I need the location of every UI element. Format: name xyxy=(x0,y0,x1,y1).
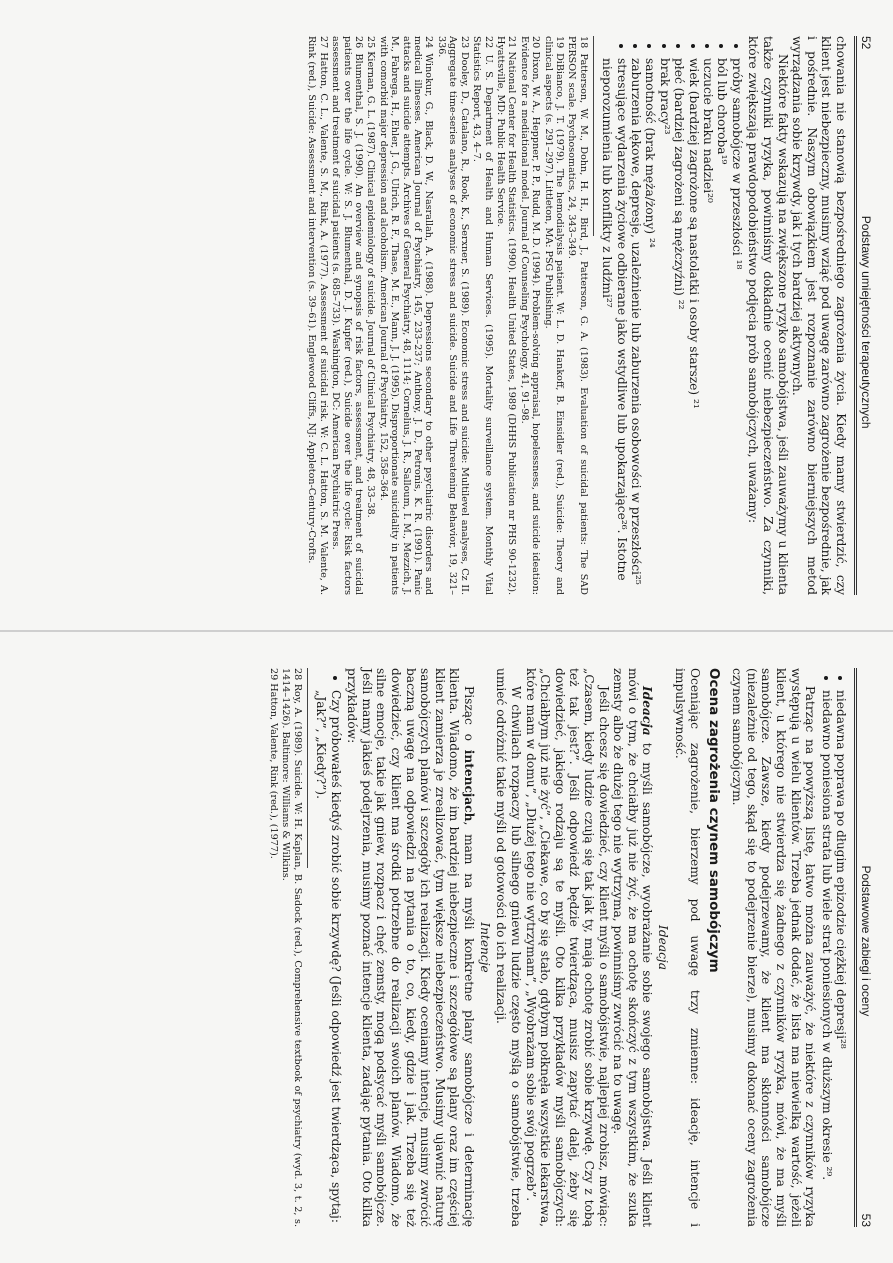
list-item: • Czy próbowałeś kiedyś zrobić sobie krzywdę? (Jeśli odpowiedź jest twierdząca, spytaj: „Jak?”, „Kiedy?”). xyxy=(314,690,343,1227)
body-paragraph: Niektóre fakty wskazują na zwiększone ryzyko samobójstwa, jeśli zauważymy u klienta także czynniki ryzyka, powinniśmy dokładnie ocenić niebezpieczeństwo. Za czynniki, które zwiększają prawdopodobieństwo podjęcia prób samobójczych, uważamy: xyxy=(746,36,790,595)
footnote: 25 Kiernan, G. L. (1987). Clinical epidemiology of suicide. Journal of Clinical Psychiatry, 48, 33–38. xyxy=(365,36,377,518)
list-item: • brak pracy²³ xyxy=(657,58,671,595)
risk-factor-list xyxy=(600,36,744,595)
footnote-divider xyxy=(593,36,594,236)
body-paragraph: Patrząc na powyższą listę, łatwo można zauważyć, że niektóre z czynników ryzyka występują u wielu klientów. Trzeba jednak dodać, że lista ma niewielką wartość, jeżeli klient, u którego nie stwierdza się żadnego z czynników ryzyka, mówi, że ma myśli samobójcze. Zawsze, kiedy podejrzewamy, że klient ma skłonności samobójcze (niezależnie od tego, skąd się to podejrzenie bierze), musimy dokonać oceny zagrożenia czynem samobójczym. xyxy=(730,668,818,1227)
right-page xyxy=(0,632,893,1263)
list-item: • samotność (brak męża/żony) ²⁴ xyxy=(643,58,657,595)
page-header xyxy=(854,36,873,595)
body-paragraph: Oceniając zagrożenie, bierzemy pod uwagę trzy zmienne: ideację, intencje i impulsywność. xyxy=(673,668,702,1227)
risk-factor-list xyxy=(819,668,848,1227)
list-item: • zaburzenia lękowe, depresje, uzależnienie lub zaburzenia osobowości w przeszłości²⁵ xyxy=(629,58,643,595)
term-definition: to myśli samobójcze, wyobrażanie sobie swojego samobójstwa. Jeśli klient mówi o tym, że chciałby już nie żyć, że ma ochotę skończyć z tym wszystkim, że szuka zemsty albo że dłużej tego nie wytrzyma, powinniśmy zwrócić na to uwagę. xyxy=(611,668,655,1227)
list-item: • ból lub choroba¹⁹ xyxy=(715,58,729,595)
list-item: • niedawna poprawa po długim epizodzie ciężkiej depresji²⁸ xyxy=(834,690,848,1227)
footnotes xyxy=(268,668,303,1227)
footnote: 19 DiBianco, J. T. (1979). The hemodialysis patient. W: L. D. Hankoff, B. Einsidler (red.), Suicide: Theory and clinical aspects (s. 291–297). Littleton, MA: PSG Publishing. xyxy=(542,36,565,595)
subheading: Intencje xyxy=(477,922,492,973)
footnote: 22 U. S. Department of Health and Human Services. (1995). Mortality surveillance system. Monthly Vital Statistics Report, 43, 4–7. xyxy=(471,36,494,595)
left-page xyxy=(0,0,893,631)
running-title: Podstawowe zabiegi i oceny xyxy=(859,865,873,1017)
footnote: 20 Dixon, W. A., Heppner, P. P., Rudd, M. D. (1994). Problem-solving appraisal, hopelessness, and suicide ideation: Evidence for a mediational model. Journal of Counseling Psychology, 41, 91–98. xyxy=(518,36,542,595)
footnote: 27 Hatton, C. L., Valente, S. M., Rink, A. (1977). Assessment of suicidal risk. W: C. L. Hatton, S. M. Valente, A. Rink (red.), Suicide: Assessment and intervention (s. 39–61). Englewood Cliffs, NJ: Appleton-Century-Crofts. xyxy=(306,36,329,595)
footnote: 18 Patterson, W. M., Dohn, H. H., Bird, J., Patterson, G. A. (1983). Evaluation of suicidal patients: The SAD PERSON scale. Psychosomatics, 24, 343–349. xyxy=(566,36,589,595)
body-paragraph xyxy=(611,668,655,1227)
page-number: 52 xyxy=(859,36,873,50)
footnote: 26 Blumenthal, S. J. (1990). An overview and synopsis of risk factors, assessment, and treatment of suicidal patients over the life cycle. W: S. J. Blumenthal, D. J. Kupfer (red.), Suicide over the life cycle: Risk factors assessment and treatment of suicidal patients (s. 685–733). Washington, DC: American Psychiatric Press. xyxy=(330,36,365,595)
subheading: Ideacja xyxy=(656,925,671,970)
text-fragment: Pisząc o xyxy=(461,686,476,750)
text-fragment: , mam na myśli konkretne plany samobójcze i determinację klienta. Wiadomo, że im bardziej niebezpieczne i szczegółowe są plany oraz im częściej klient zamierza je zrealizować, tym większe niebezpieczeństwo. Musimy ujawnić naturę samobójczych planów i szczegóły ich realizacji. Kiedy oceniamy intencje, musimy zwrócić baczną uwagę na odpowiedzi na pytania o to, co, kiedy, gdzie i jak. Trzeba się też dowiedzieć, czy klient ma środki potrzebne do realizacji swoich planów. Wiadomo, że silne emocje, takie jak gniew, rozpacz i chęć zemsty, mogą podsycać myśli samobójcze. Jeśli mamy jakieś podejrzenia, musimy poznać intencje klienta, zadając pytania. Oto kilka przykładów: xyxy=(345,668,476,1227)
running-title: Podstawy umiejętności terapeutycznych xyxy=(859,215,873,429)
list-item: • stresujące wydarzenia życiowe odbierane jako wstydliwe lub upokarzające²⁶. Istotne nieporozumienia lub konflikty z ludźmi²⁷ xyxy=(600,58,629,595)
body-paragraph: chowania nie stanowią bezpośredniego zagrożenia życia. Kiedy mamy stwierdzić, czy klient jest niebezpieczny, musimy wziąć pod uwagę zarówno zagrożenie bezpośrednie, jak i pośrednie. Naszym obowiązkiem jest rozpoznanie zarówno bierniejszych metod wyrządzania sobie krzywdy, jak i tych bardziej aktywnych. xyxy=(790,36,848,595)
list-item: • próby samobójcze w przeszłości ¹⁸ xyxy=(729,58,743,595)
footnote: 21 National Center for Health Statistics. (1990). Health United States, 1989 (DHHS Publication nr PHS 90-1232). Hyattsville, MD: Public Health Service. xyxy=(494,36,518,595)
term: intencjach xyxy=(461,749,476,822)
footnote: 28 Roy, A. (1989). Suicide. W: H. Kaplan, B. Sadock (red.), Comprehensive textbook of psychiatry (wyd. 3, t. 2, s. 1414–1426). Baltimore: Williams & Wilkins. xyxy=(280,668,303,1227)
body-paragraph: W chwilach rozpaczy lub silnego gniewu ludzie często myślą o samobójstwie, trzeba umieć odróżnić takie myśli od gotowości do ich realizacji. xyxy=(494,668,524,1227)
list-item: • niedawno poniesiona strata lub wiele strat poniesionych w dłuższym okresie ²⁹. xyxy=(819,690,833,1227)
list-item: • wiek (bardziej zagrożone są nastolatki i osoby starsze) ²¹ xyxy=(686,58,700,595)
term: Ideacja xyxy=(640,686,655,736)
question-list xyxy=(314,668,343,1227)
footnote: 29 Hatton, Valente, Rink (red.), (1977). xyxy=(267,668,279,859)
body-paragraph xyxy=(345,668,476,1227)
footnote: 24 Winokur, G., Black, D. W., Nasrallah, A. (1988). Depressions secondary to other psychiatric disorders and medical illnesses. American Journal of Psychiatry, 145, 233–237; Anthony, J. D., Petronis, K. R. (1991). Panic attacks and suicide attempts. Archives of General Psychiatry, 48, 1114; Cornelius, J. R., Salloum, I. M., Mezzich, J. M., Fabrega, H., Ehler, J. G., Ulrich, R. F., Thase, M. E., Mann, J. J. (1995). Disproportionate suicidality in patients with comorbid major depression and alcoholism. American Journal of Psychiatry, 152, 358–364. xyxy=(377,36,435,595)
page-header xyxy=(854,668,873,1227)
footnote: 23 Dooley, D., Catalano, R., Rook, K., Serxner, S. (1989). Economic stress and suicide: Multilevel analyses, Cz II. Aggregate time-series analyses of economic stress and suicide. Suicide and Life Threatening Behavior, 19, 321–336. xyxy=(435,36,470,595)
list-item: • płeć (bardziej zagrożeni są mężczyźni) ²² xyxy=(672,58,686,595)
footnotes xyxy=(306,36,589,595)
body-paragraph: Jeśli chcesz się dowiedzieć, czy klient myśli o samobójstwie, najlepiej zrobisz, mówiąc: „Czasem, kiedy ludzie czują się tak jak ty, mają ochotę zrobić sobie krzywdę. Czy z tobą też tak jest?”. Jeśli odpowiedź będzie twierdząca, musisz zapytać dalej, żeby się dowiedzieć, jakiego rodzaju są te myśli. Oto kilka przykładów myśli samobójczych: „Chciałbym już nie żyć”, „Ciekawe, co by się stało, gdybym połknęła wszystkie lekarstwa, które mam w domu”, „Dłużej tego nie wytrzymam”, „Wyobrażam sobie swój pogrzeb”. xyxy=(523,668,611,1227)
section-heading: Ocena zagrożenia czynem samobójczym xyxy=(705,668,722,973)
footnote-divider xyxy=(307,668,308,868)
page-number: 53 xyxy=(859,1213,873,1227)
list-item: • uczucie braku nadziei²⁰ xyxy=(701,58,715,595)
